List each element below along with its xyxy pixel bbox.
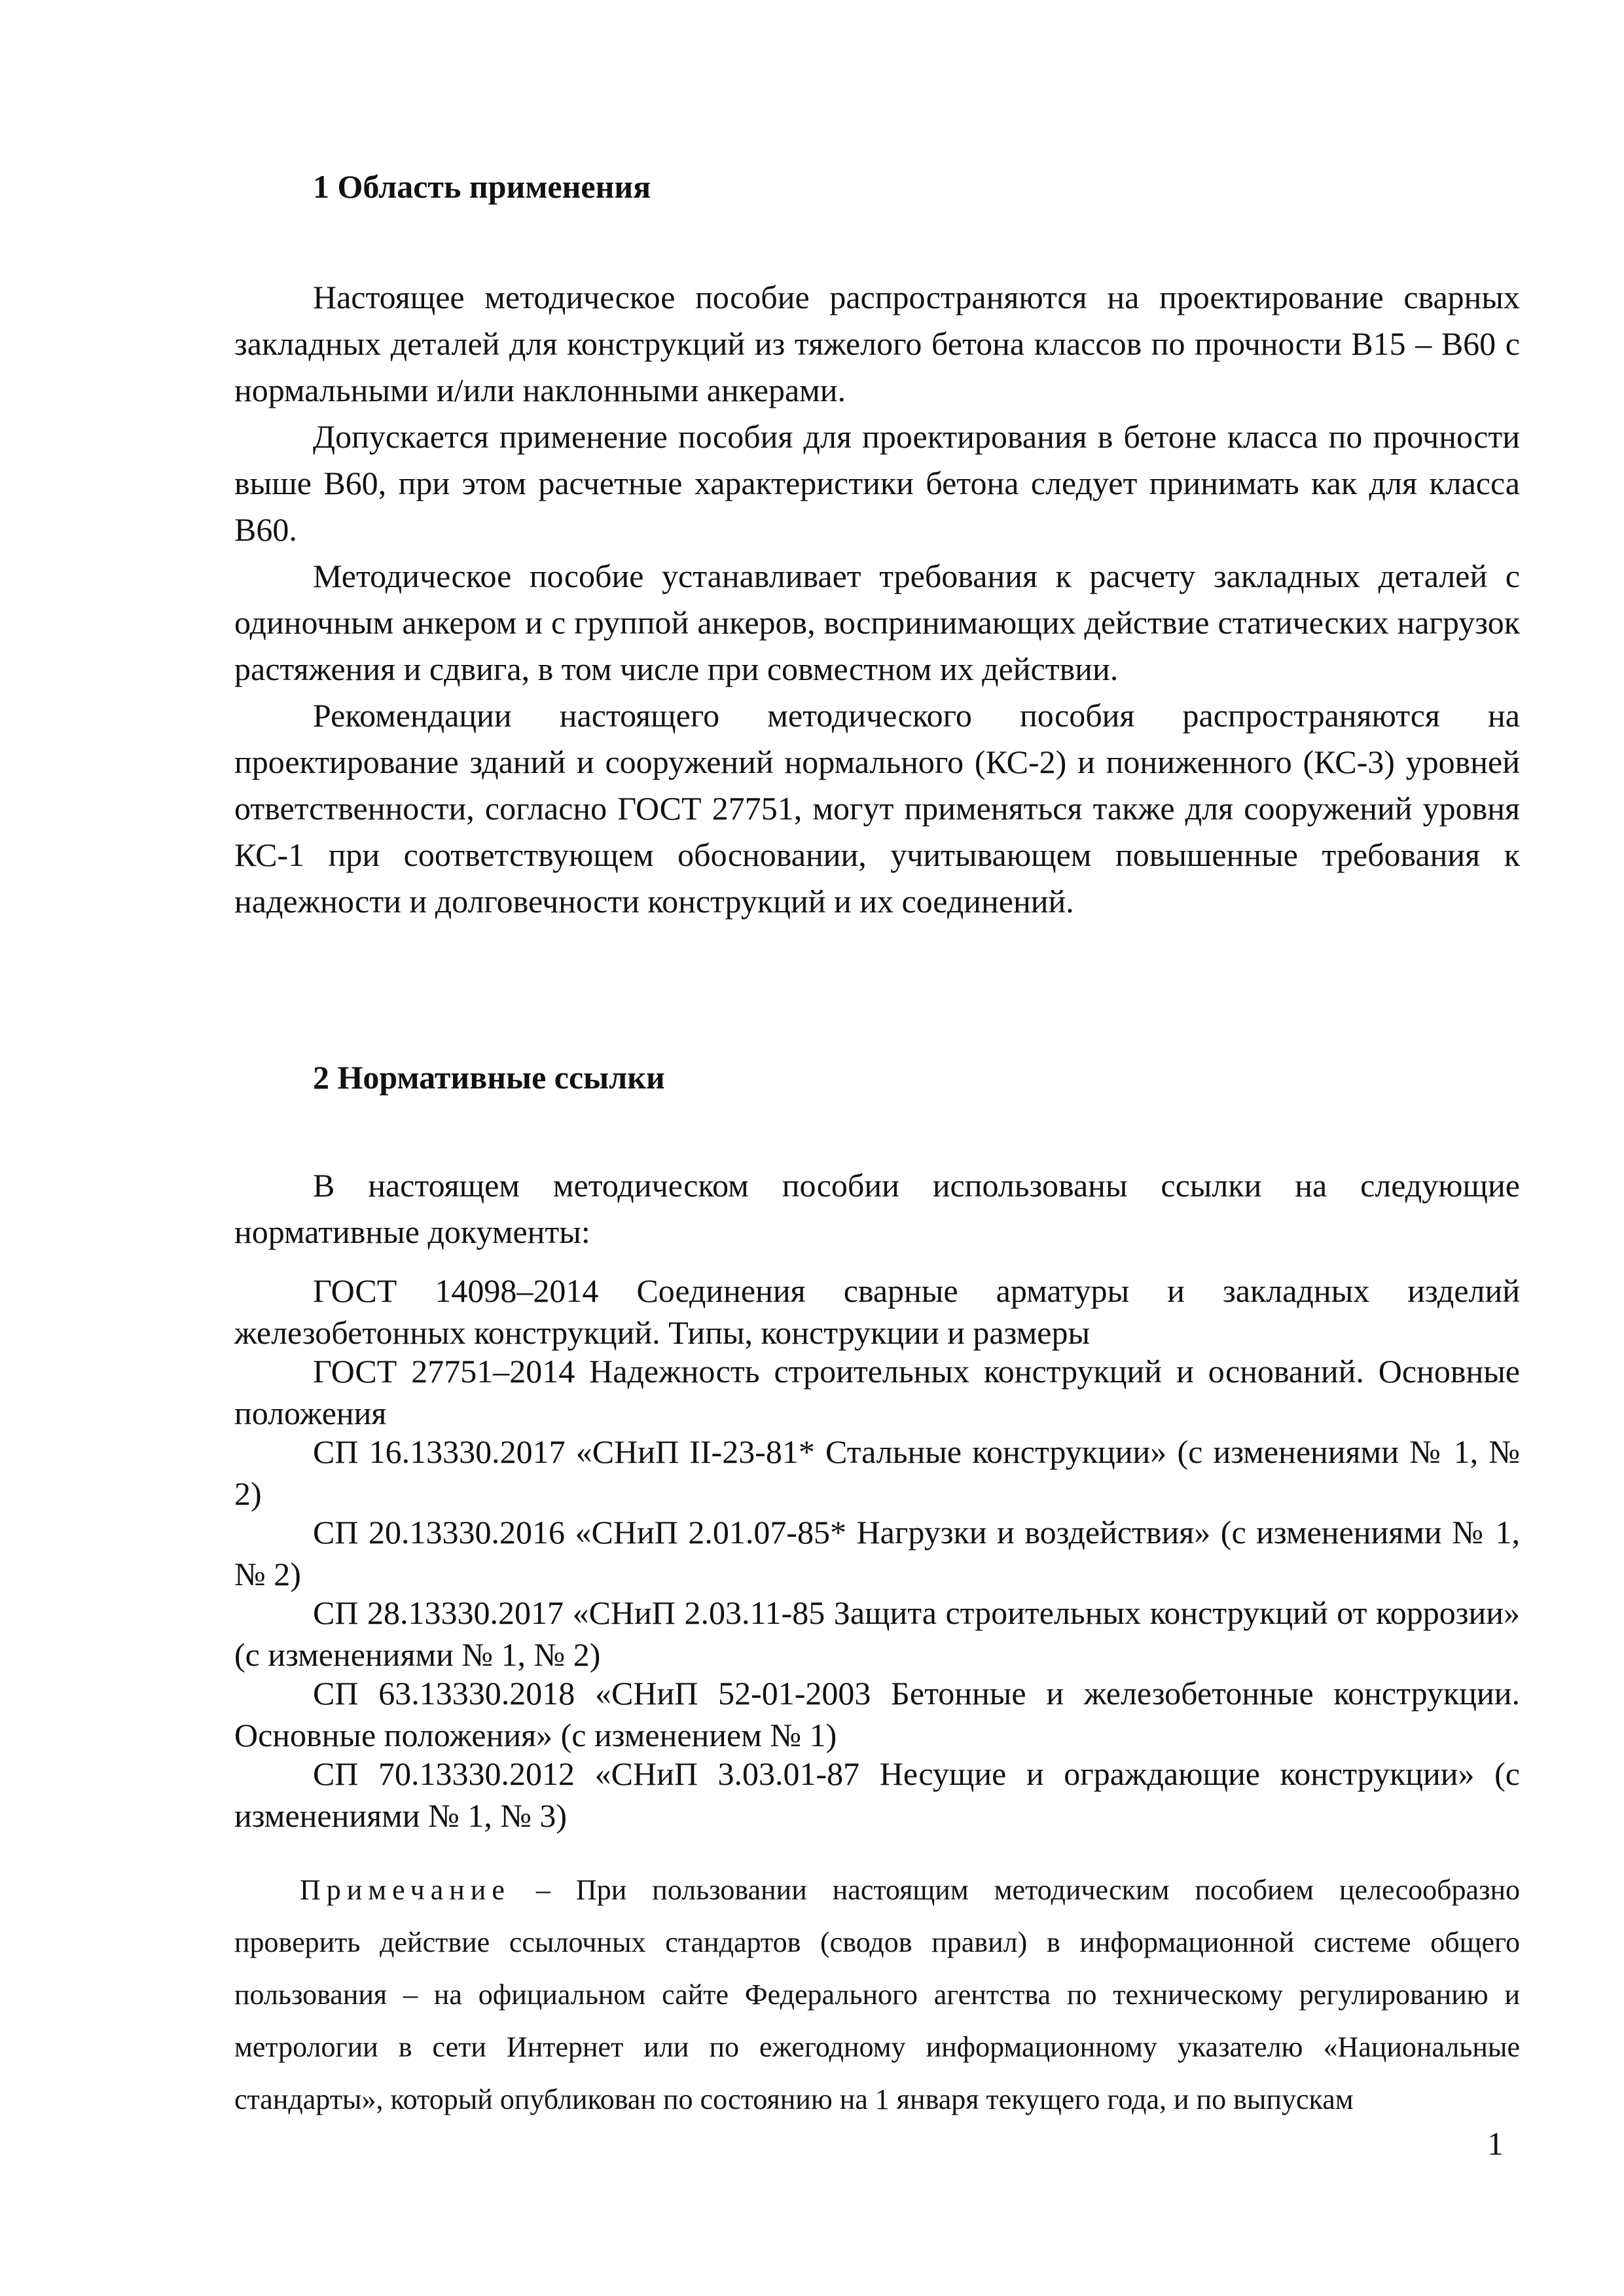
reference-item: ГОСТ 14098–2014 Соединения сварные арматуры и закладных изделий железобетонных конструкций. Типы, конструкции и размеры (234, 1272, 1520, 1351)
note-label: Примечание (300, 1874, 511, 1906)
section-1-paragraph-3: Методическое пособие устанавливает требования к расчету закладных деталей с одиночным анкером и с группой анкеров, воспринимающих действие статических нагрузок растяжения и сдвига, в том числе при совместном их действии. (234, 558, 1520, 687)
section-2-title: 2 Нормативные ссылки (313, 1059, 665, 1096)
reference-item: СП 28.13330.2017 «СНиП 2.03.11-85 Защита строительных конструкций от коррозии» (с изменениями № 1, № 2) (234, 1594, 1520, 1673)
section-1-title: 1 Область применения (313, 168, 651, 205)
reference-item: СП 70.13330.2012 «СНиП 3.03.01-87 Несущие и ограждающие конструкции» (с изменениями № 1, № 3) (234, 1755, 1520, 1834)
section-1-paragraph-1: Настоящее методическое пособие распространяются на проектирование сварных закладных деталей для конструкций из тяжелого бетона классов по прочности В15 – В60 с нормальными и/или наклонными анкерами. (234, 279, 1520, 408)
section-2-intro: В настоящем методическом пособии использованы ссылки на следующие нормативные документы: (234, 1167, 1520, 1250)
reference-item: СП 63.13330.2018 «СНиП 52-01-2003 Бетонные и железобетонные конструкции. Основные положения» (с изменением № 1) (234, 1675, 1520, 1753)
note-text: – При пользовании настоящим методическим пособием целесообразно проверить действие ссылочных стандартов (сводов правил) в информационной системе общего пользования – на официальном сайте Федерального агентства по техническому регулированию и метрологии в сети Интернет или по ежегодному информационному указателю «Национальные стандарты», который опубликован по состоянию на 1 января текущего года, и по выпускам (234, 1874, 1520, 2115)
reference-item: ГОСТ 27751–2014 Надежность строительных конструкций и оснований. Основные положения (234, 1353, 1520, 1431)
reference-item: СП 16.13330.2017 «СНиП II-23-81* Стальные конструкции» (с изменениями № 1, № 2) (234, 1433, 1520, 1512)
reference-item: СП 20.13330.2016 «СНиП 2.01.07-85* Нагрузки и воздействия» (с изменениями № 1, № 2) (234, 1514, 1520, 1592)
page-number: 1 (1487, 2125, 1504, 2162)
section-1-paragraph-2: Допускается применение пособия для проектирования в бетоне класса по прочности выше В60, при этом расчетные характеристики бетона следует принимать как для класса В60. (234, 418, 1520, 548)
reference-note (234, 1864, 1520, 2126)
section-1-paragraph-4: Рекомендации настоящего методического пособия распространяются на проектирование зданий и сооружений нормального (КС-2) и пониженного (КС-3) уровней ответственности, согласно ГОСТ 27751, могут применяться также для сооружений уровня КС-1 при соответствующем обосновании, учитывающем повышенные требования к надежности и долговечности конструкций и их соединений. (234, 697, 1520, 920)
